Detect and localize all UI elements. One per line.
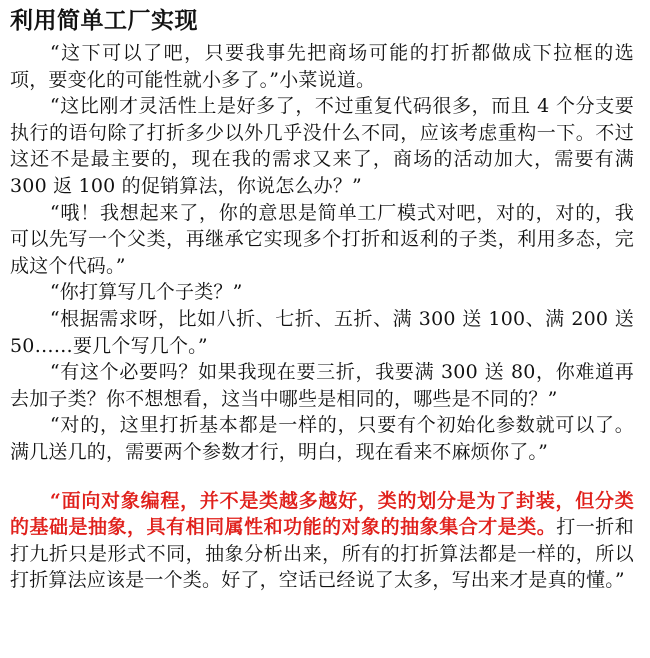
- paragraph-5: “根据需求呀，比如八折、七折、五折、满 300 送 100、满 200 送 50……要几个写几个。”: [10, 307, 634, 357]
- paragraph-3: “哦！我想起来了，你的意思是简单工厂模式对吧，对的，对的，我可以先写一个父类，再继承它实现多个打折和返利的子类，利用多态，完成这个代码。”: [10, 201, 634, 277]
- paragraph-2: “这比刚才灵活性上是好多了，不过重复代码很多，而且 4 个分支要执行的语句除了打折多少以外几乎没什么不同，应该考虑重构一下。不过这还不是最主要的，现在我的需求又来了，商场的活动加大，需要有满 300 返 100 的促销算法，你说怎么办？”: [10, 95, 634, 197]
- paragraph-4: “你打算写几个子类？”: [49, 281, 243, 304]
- paragraph-7: “对的，这里打折基本都是一样的，只要有个初始化参数就可以了。满几送几的，需要两个参数才行，明白，现在看来不麻烦你了。”: [10, 414, 634, 463]
- paragraph-gap: [10, 466, 634, 488]
- highlight-rest-text: 打一折和打九折只是形式不同，抽象分析出来，所有的打折算法都是一样的，所以打折算法应该是一个类。好了，空话已经说了太多，写出来才是真的懂。”: [10, 516, 634, 592]
- paragraph-6: “有这个必要吗？如果我现在要三折，我要满 300 送 80，你难道再去加子类？你不想想看，这当中哪些是相同的，哪些是不同的？”: [10, 361, 634, 410]
- section-title: 利用简单工厂实现: [10, 7, 198, 34]
- emphasis-text: “面向对象编程，并不是类越多越好，类的划分是为了封装，但分类的基础是抽象，具有相同属性和功能的对象的抽象集合才是类。: [10, 489, 634, 539]
- paragraph-1: “这下可以了吧，只要我事先把商场可能的打折都做成下拉框的选项，要变化的可能性就小多了。”小菜说道。: [10, 42, 634, 91]
- highlight-paragraph: [10, 488, 634, 594]
